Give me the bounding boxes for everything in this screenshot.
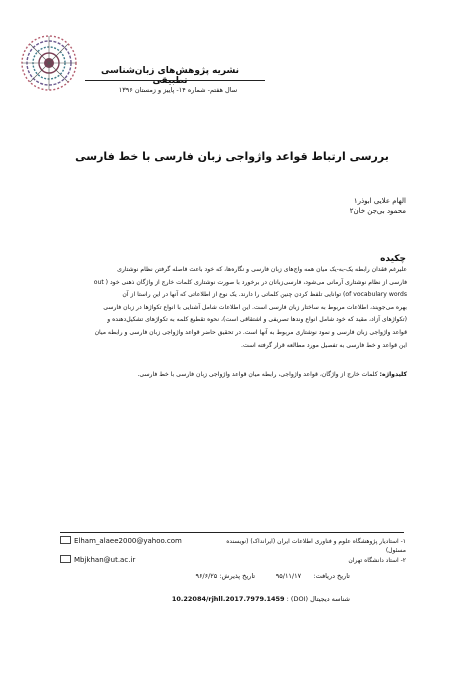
abstract-heading: چکیده: [380, 254, 406, 264]
journal-logo: [20, 34, 78, 92]
rosette-icon: [20, 34, 78, 92]
email-1-text: Elham_alaee2000@yahoo.com: [74, 537, 182, 545]
abstract-line: قواعد واژواجی زبان فارسی و نمود نوشتاری مربوط به آنها است. در تحقیق حاضر قواعد واژواجی زبان فارسی و رابطه میان: [94, 328, 407, 336]
issue-line: سال هفتم- شماره ۱۴- پاییز و زمستان ۱۳۹۶: [118, 86, 238, 94]
doi-line: [120, 595, 350, 603]
email-2-text: Mbjkhan@ut.ac.ir: [74, 556, 136, 564]
abstract-body: [58, 264, 407, 352]
footnote-1: ۱- استادیار پژوهشگاه علوم و فناوری اطلاعات ایران (ایرانداک) (نویسنده مسئول): [226, 538, 406, 554]
doi-code: 10.22084/rjhll.2017.7979.1459: [171, 595, 285, 603]
keywords-label: کلیدواژه:: [379, 371, 407, 378]
journal-title: نشریه پژوهش‌های زبان‌شناسی تطبیقی: [100, 66, 240, 86]
doi-label: شناسه دیجیتال (DOI) :: [286, 595, 350, 603]
abstract-line: (تکواژهای آزاد، مقید که خود شامل انواع وندها تصریفی و اشتقاقی است)، نحوه تقطیع کلمه به تکواژهای تشکیل‌دهنده و: [107, 316, 407, 324]
article-title: بررسی ارتباط قواعد واژواجی زبان فارسی با خط فارسی: [75, 150, 389, 163]
abstract-line: of vocabulary words) توانایی تلفظ کردن چنین کلماتی را دارند. یک نوع از اطلاعاتی که آنها در این راستا از آن: [122, 291, 407, 299]
email-2: [60, 554, 135, 564]
abstract-line: علیرغم فقدان رابطه یک-به-یک میان همه واج‌های زبان فارسی و نگاره‌ها، که خود باعث فاصله گرفتن نظام نوشتاری: [117, 266, 407, 273]
abstract-line: بهره می‌جویند، اطلاعات مربوط به ساختار زبان فارسی است. این اطلاعات شامل آشنایی با انواع تکواژها در زبان فارسی: [103, 303, 407, 311]
author-2: محمود بی‌جن خان۲: [349, 207, 406, 215]
dates-line: تاریخ دریافت: ۹۵/۱۱/۱۷ تاریخ پذیرش: ۹۶/۶/۲۵: [195, 572, 350, 580]
authors: [246, 196, 406, 216]
author-1: الهام علایی ابوذر۱: [353, 197, 406, 205]
envelope-icon: [60, 536, 71, 544]
abstract-line: فارسی از نظام نوشتاری آرمانی می‌شود، فارسی‌زبانان در برخورد با صورت نوشتاری کلمات خارج از واژگان ذهنی خود ( out: [93, 278, 407, 286]
keywords: [58, 370, 407, 380]
header-rule: [85, 80, 265, 81]
keywords-text: کلمات خارج از واژگان، قواعد واژواجی، رابطه میان قواعد واژواجی زبان فارسی با خط فارسی.: [137, 371, 378, 378]
abstract-line: این قواعد و خط فارسی به تفصیل مورد مطالعه قرار گرفته است.: [241, 341, 407, 349]
footnote-2: ۲- استاد دانشگاه تهران: [348, 557, 406, 564]
email-1: [60, 535, 182, 545]
envelope-icon: [60, 555, 71, 563]
footnote-rule: [60, 532, 404, 533]
